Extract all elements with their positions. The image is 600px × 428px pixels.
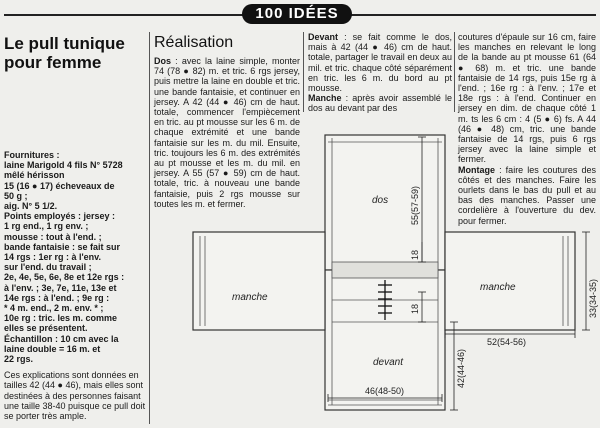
montage-column [458,32,596,226]
column-divider [454,32,455,112]
left-column [4,32,146,421]
size-note: Ces explications sont données en tailles 42 (44 ● 46), mais elles sont destinées à des personnes faisant une taille 38-40 puisque ce pull doit se porter très ample. [4,370,146,422]
devant-width-measure: 46(48-50) [365,386,405,396]
supply-line: 15 (16 ● 17) écheveaux de [4,180,115,191]
montage-text: : faire les coutures des côtés et des manches. Faire les ourlets dans le bas du pull et au bas des manches. Passer une cordelière à l'ouverture du dev. pour fermer. [458,164,596,226]
supply-line: aig. N° 5 1/2. [4,201,58,212]
supply-line: elles se présentent. [4,323,88,334]
supply-line: 14 rgs : 1er rg : à l'env. [4,252,102,263]
opening-height-measure: 18 [410,303,420,314]
column-divider [303,32,304,112]
manche-instructions [308,93,452,113]
magazine-logo: 100 IDÉES [242,4,352,24]
devant-instructions [308,32,452,93]
supply-line: Fournitures : [4,150,60,160]
supply-line: Échantillon : 10 cm avec la [4,333,119,344]
devant-height-measure: 42(44-46) [456,348,466,388]
left-sleeve-panel [193,232,325,330]
devant-label: Devant [308,32,339,42]
supply-line: 22 rgs. [4,354,34,365]
right-sleeve-panel [445,232,575,330]
dos-instructions [154,56,300,209]
supply-line: * 4 m. end., 2 m. env. * ; [4,303,104,314]
dos-label: dos [372,195,389,206]
realisation-heading: Réalisation [154,34,234,51]
supply-line: 10e rg : tric. les m. comme [4,313,118,324]
pattern-title [4,34,146,72]
realisation-column [154,32,300,209]
sleeve-width-measure: 52(54-56) [487,337,527,347]
devant-column [308,32,452,114]
supply-line: mêlé hérisson [4,170,65,181]
left-sleeve-label: manche [232,292,268,303]
supplies-list [4,150,146,364]
supply-line: sur l'end. du travail ; [4,262,92,273]
supply-line: bande fantaisie : se fait sur [4,241,121,252]
dos-label: Dos [154,56,172,66]
supply-line: 50 g ; [4,190,28,201]
sleeve-height-measure: 33(34-35) [588,278,598,318]
title-line-1: Le pull tunique [4,34,125,53]
manche-text: : après avoir assemblé le dos au devant par des [308,93,452,114]
dos-text: : avec la laine simple, monter 74 (78 ● 82) m. et tric. 6 rgs jersey, puis mettre la laine en double et tric. une bande fantaisie, et continuer en jersey. A 42 (44 ● 46) cm de haut. totale, commencer l'empiècement en tric. au pt mousse sur les 6 m. de chaque extrémité et une bande fantaisie sur les m. du mil. Ensuite, tric. toujours les 6 m. des extrémités au pt mousse et les m. du mil. en jersey. A 55 (57 ● 59) cm de haut. totale, tric. à nouveau une bande fantaisie, puis 2 rgs mousse sur toutes les m. et fermer. [154,56,300,209]
right-sleeve-label: manche [480,282,516,293]
supply-line: 2e, 4e, 5e, 6e, 8e et 12e rgs : [4,272,125,283]
supply-line: Points employés : jersey : [4,211,116,222]
supply-line: 1 rg end., 1 rg env. ; [4,221,89,232]
devant-text: : se fait comme le dos, mais à 42 (44 ● 46) cm de haut. totale, partager le travail en deux au mil. et tric. chaque côté séparément en tric. les 6 m. du bord au pt mousse. [308,32,452,94]
title-line-2: pour femme [4,53,102,72]
supply-line: mousse : tout à l'end. ; [4,231,102,242]
supply-line: 14e rgs : à l'end. ; 9e rg : [4,292,110,303]
dos-height-measure: 55(57-59) [410,185,420,225]
band-height-measure: 18 [410,249,420,260]
montage-instructions [458,165,596,226]
supply-line: laine Marigold 4 fils N° 5728 [4,160,123,171]
supply-line: à l'env. ; 3e, 7e, 11e, 13e et [4,282,117,293]
montage-label: Montage [458,164,495,175]
devant-label: devant [373,357,404,368]
manche-label: Manche [308,93,342,104]
page-header [0,0,600,30]
supply-line: laine double = 16 m. et [4,343,101,354]
column-divider [149,32,150,424]
sleeve-instructions: coutures d'épaule sur 16 cm, faire les manches en relevant le long de la bande au pt mousse 61 (64 ● 68) m. et tric. une bande fantaisie de 14 rgs, puis 15e rg à l'end. ; 16e rg : à l'env. ; 17e et 18e rgs : à l'end. Continuer en jersey en dim. de chaque côté 1 m. ts les 6 cm : 4 (5 ● 6) fs. A 44 (46 ● 48) cm, tric. une bande fantaisie de 14 rgs, puis 6 rgs jersey avec la laine simple et fermer. [458,32,596,165]
